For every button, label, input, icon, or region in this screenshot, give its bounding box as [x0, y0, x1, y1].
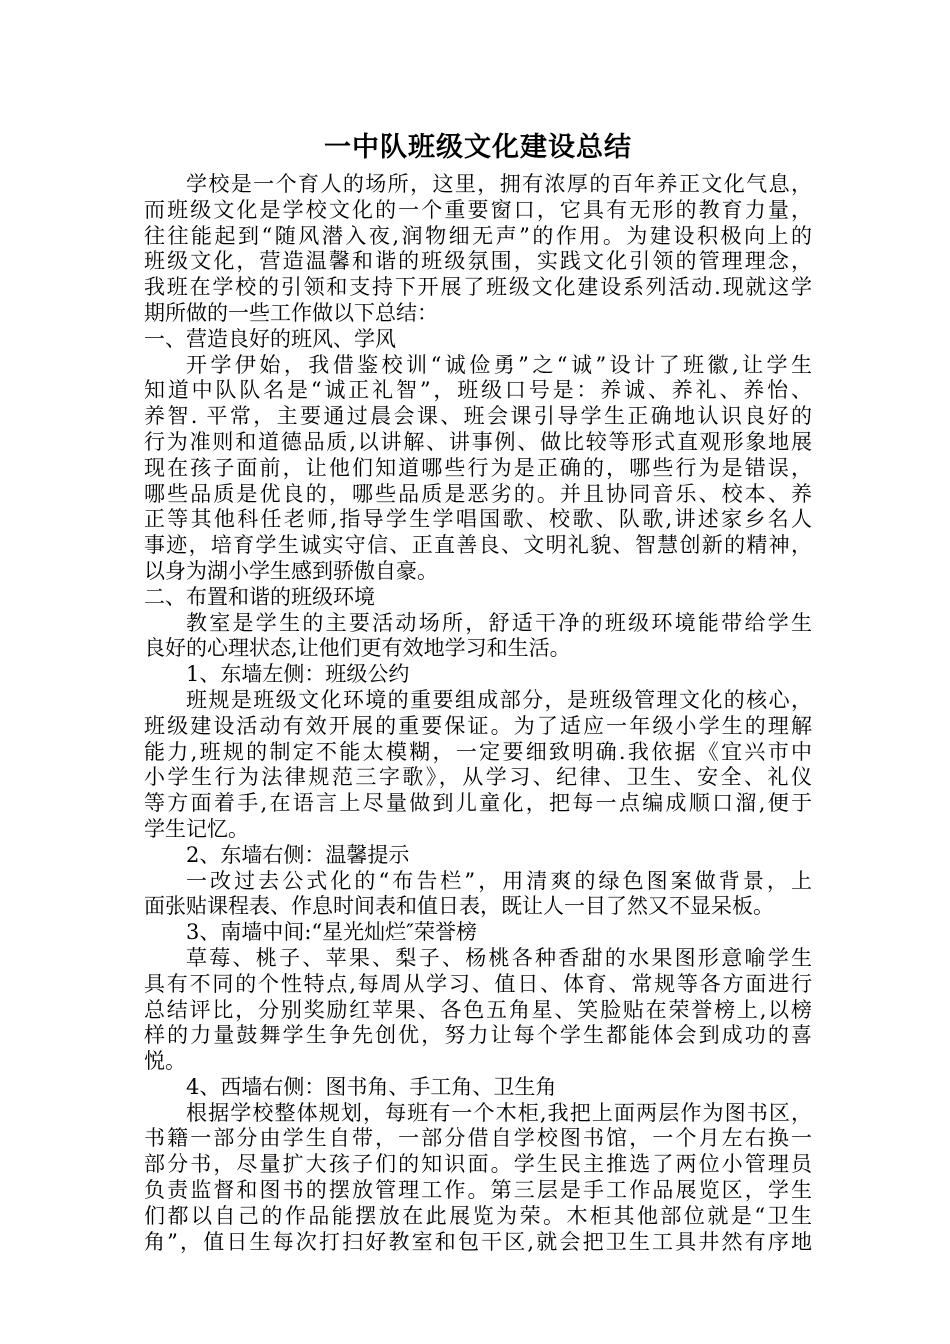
- body-text-line: 草莓、桃子、苹果、梨子、杨桃各种香甜的水果图形意喻学生: [186, 945, 812, 970]
- body-text-line: 小学生行为法律规范三字歌》，从学习、纪律、卫生、安全、礼仪: [144, 765, 812, 790]
- document-page: [144, 128, 812, 1255]
- body-text-line: 们都以自己的作品能摆放在此展览为荣。木柜其他部位就是“卫生: [144, 1203, 812, 1228]
- body-text-line: 学校是一个育人的场所，这里，拥有浓厚的百年养正文化气息，: [186, 172, 812, 196]
- body-text-line: 一、营造良好的班风、学风: [144, 326, 396, 351]
- body-text-line: 行为准则和道德品质,以讲解、讲事例、做比较等形式直观形象地展: [144, 429, 812, 454]
- body-text-line: 悦。: [144, 1049, 186, 1074]
- body-text-line: 事迹，培育学生诚实守信、正直善良、文明礼貌、智慧创新的精神，: [144, 533, 812, 558]
- body-text-line: 教室是学生的主要活动场所，舒适干净的班级环境能带给学生: [186, 610, 812, 635]
- body-text-line: 能力,班规的制定不能太模糊，一定要细致明确.我依据《宜兴市中: [144, 739, 812, 764]
- body-text-line: 哪些品质是优良的，哪些品质是恶劣的。并且协同音乐、校本、养: [144, 481, 812, 506]
- body-text-line: 开学伊始，我借鉴校训“诚俭勇”之“诚”设计了班徽,让学生: [186, 352, 812, 377]
- body-text-line: 班级建设活动有效开展的重要保证。为了适应一年级小学生的理解: [144, 713, 812, 738]
- document-title: 一中队班级文化建设总结: [324, 132, 632, 163]
- body-text-line: 我班在学校的引领和支持下开展了班级文化建设系列活动.现就这学: [144, 275, 812, 300]
- body-text-line: 养智. 平常，主要通过晨会课、班会课引导学生正确地认识良好的: [144, 404, 812, 429]
- body-text-line: 而班级文化是学校文化的一个重要窗口，它具有无形的教育力量，: [144, 197, 812, 222]
- body-text-line: 样的力量鼓舞学生争先创优，努力让每个学生都能体会到成功的喜: [144, 1023, 812, 1048]
- body-text-line: 部分书，尽量扩大孩子们的知识面。学生民主推选了两位小管理员: [144, 1152, 812, 1177]
- body-text-line: 班规是班级文化环境的重要组成部分，是班级管理文化的核心，: [186, 687, 812, 712]
- body-text-line: 正等其他科任老师,指导学生学唱国歌、校歌、队歌,讲述家乡名人: [144, 507, 812, 532]
- document-body: [144, 172, 812, 1255]
- body-text-line: 期所做的一些工作做以下总结：: [144, 300, 438, 325]
- body-text-line: 等方面着手,在语言上尽量做到儿童化，把每一点编成顺口溜,便于: [144, 791, 812, 816]
- body-text-line: 良好的心理状态,让他们更有效地学习和生活。: [144, 636, 571, 661]
- body-text-line: 知道中队队名是“诚正礼智”，班级口号是：养诚、养礼、养怡、: [144, 378, 812, 403]
- body-text-line: 2、东墙右侧：温馨提示: [186, 842, 410, 867]
- body-text-line: 面张贴课程表、作息时间表和值日表，既让人一目了然又不显呆板。: [144, 894, 774, 919]
- body-text-line: 1、东墙左侧：班级公约: [186, 662, 410, 687]
- body-text-line: 学生记忆。: [144, 816, 249, 841]
- body-text-line: 一改过去公式化的“布告栏”，用清爽的绿色图案做背景，上: [186, 868, 812, 893]
- body-text-line: 以身为湖小学生感到骄傲自豪。: [144, 558, 438, 583]
- body-text-line: 书籍一部分由学生自带，一部分借自学校图书馆，一个月左右换一: [144, 1126, 812, 1151]
- body-text-line: 现在孩子面前，让他们知道哪些行为是正确的，哪些行为是错误，: [144, 455, 812, 480]
- body-text-line: 4、西墙右侧：图书角、手工角、卫生角: [186, 1074, 557, 1099]
- body-text-line: 二、布置和谐的班级环境: [144, 584, 375, 609]
- body-text-line: 根据学校整体规划，每班有一个木柜,我把上面两层作为图书区，: [186, 1100, 812, 1125]
- body-text-line: 负责监督和图书的摆放管理工作。第三层是手工作品展览区，学生: [144, 1178, 812, 1203]
- body-text-line: 角”，值日生每次打扫好教室和包干区,就会把卫生工具井然有序地: [144, 1229, 812, 1254]
- body-text-line: 班级文化，营造温馨和谐的班级氛围，实践文化引领的管理理念，: [144, 249, 812, 274]
- body-text-line: 具有不同的个性特点,每周从学习、值日、体育、常规等各方面进行: [144, 971, 812, 996]
- body-text-line: 总结评比，分别奖励红苹果、各色五角星、笑脸贴在荣誉榜上,以榜: [144, 997, 812, 1022]
- body-text-line: 3、南墙中间:“星光灿烂″荣誉榜: [186, 920, 478, 945]
- body-text-line: 往往能起到“随风潜入夜,润物细无声”的作用。为建设积极向上的: [144, 223, 812, 248]
